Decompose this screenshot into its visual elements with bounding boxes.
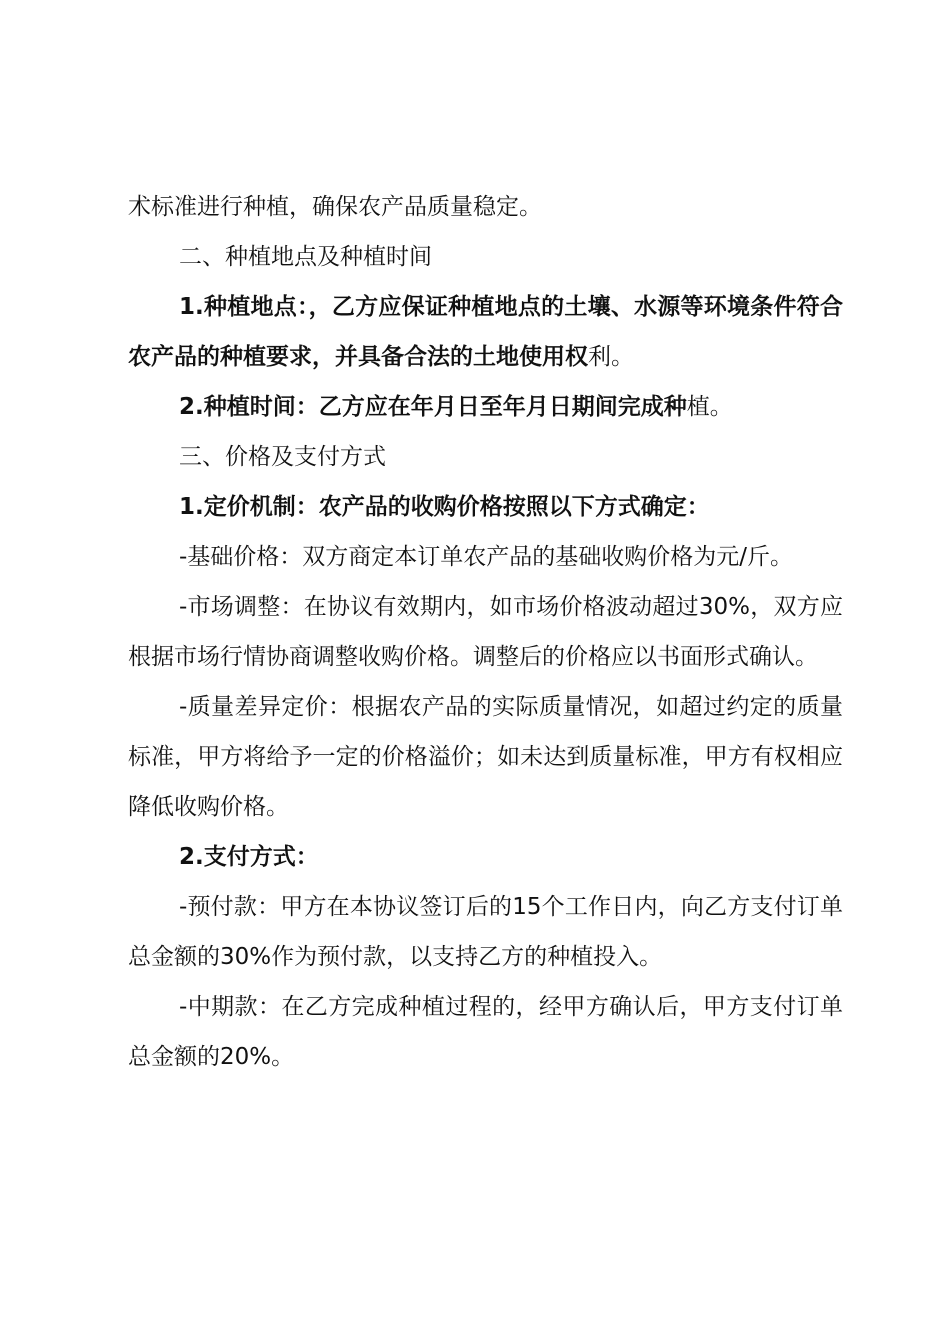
clause-planting-location-bold: 1.种植地点：，乙方应保证种植地点的土壤、水源等环境条件符合农产品的种植要求，并具备合法的土地使用权 [128,294,843,370]
clause-planting-location [128,282,843,382]
section-heading-price-payment: 三、价格及支付方式 [179,444,386,470]
item-quality-pricing: -质量差异定价：根据农产品的实际质量情况，如超过约定的质量标准，甲方将给予一定的价格溢价；如未达到质量标准，甲方有权相应降低收购价格。 [128,694,843,820]
clause-planting-time [128,382,843,432]
item-advance-payment: -预付款：甲方在本协议签订后的15个工作日内，向乙方支付订单总金额的30%作为预付款，以支持乙方的种植投入。 [128,894,843,970]
clause-payment-method: 2.支付方式： [179,844,319,870]
clause-planting-time-tail: 植。 [686,394,733,420]
item-base-price: -基础价格：双方商定本订单农产品的基础收购价格为元/斤。 [179,544,794,570]
section-heading-location-time: 二、种植地点及种植时间 [179,244,432,270]
paragraph-continuation: 术标准进行种植，确保农产品质量稳定。 [128,194,542,220]
document-body [128,182,843,1082]
item-interim-payment: -中期款：在乙方完成种植过程的，经甲方确认后，甲方支付订单总金额的20%。 [128,994,843,1070]
clause-planting-location-tail: 利。 [588,344,634,370]
item-market-adjustment: -市场调整：在协议有效期内，如市场价格波动超过30%，双方应根据市场行情协商调整收购价格。调整后的价格应以书面形式确认。 [128,594,843,670]
clause-pricing-mechanism: 1.定价机制：农产品的收购价格按照以下方式确定： [179,494,710,520]
clause-planting-time-bold: 2.种植时间：乙方应在年月日至年月日期间完成种 [179,394,687,420]
